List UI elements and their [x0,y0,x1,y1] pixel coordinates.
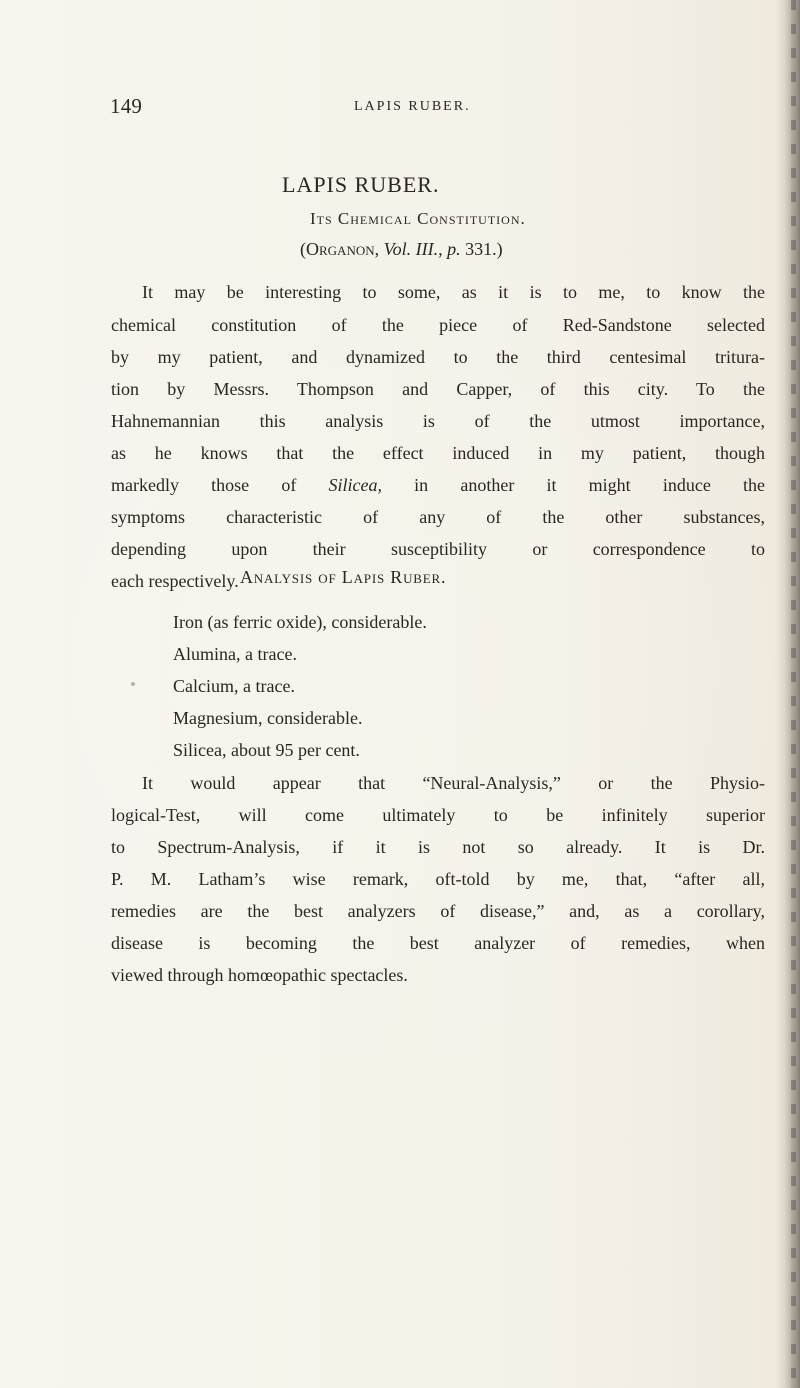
intro-line-9: depending upon their susceptibility or correspondence to [111,539,765,559]
source-prefix: (Organon, [300,239,384,259]
closing-line-6: disease is becoming the best analyzer of remedies, when [111,933,765,953]
article-subtitle: Its Chemical Constitution. [310,209,526,228]
closing-line-4: P. M. Latham’s wise remark, oft-told by me, that, “after all, [111,869,765,889]
analysis-item-alumina: Alumina, a trace. [173,644,297,664]
analysis-item-silicea: Silicea, about 95 per cent. [173,740,360,760]
analysis-item-iron: Iron (as ferric oxide), considerable. [173,612,427,632]
source-page: 331.) [460,239,503,259]
intro-line-8: symptoms characteristic of any of the other substances, [111,507,765,527]
closing-line-7: viewed through homœopathic spectacles. [111,965,408,985]
intro-line-10: each respectively. [111,571,239,591]
article-title: LAPIS RUBER. [282,172,440,197]
analysis-item-calcium: Calcium, a trace. [173,676,295,696]
source-volume: Vol. III., p. [383,239,461,259]
intro-line-6: as he knows that the effect induced in my patient, though [111,443,765,463]
intro-line-5: Hahnemannian this analysis is of the utmost importance, [111,411,765,431]
intro-line-3: by my patient, and dynamized to the third centesimal tritura- [111,347,765,367]
analysis-item-magnesium: Magnesium, considerable. [173,708,363,728]
analysis-heading: Analysis of Lapis Ruber. [240,567,447,587]
running-title: LAPIS RUBER. [354,99,471,114]
page-number: 149 [110,94,143,118]
paper-speck [131,682,135,686]
intro-line-2: chemical constitution of the piece of Red-Sandstone selected [111,315,765,335]
closing-line-5: remedies are the best analyzers of disease,” and, as a corollary, [111,901,765,921]
intro-line-4: tion by Messrs. Thompson and Capper, of this city. To the [111,379,765,399]
closing-line-1: It would appear that “Neural-Analysis,” or the Physio- [142,773,765,793]
source-citation [300,239,503,260]
page-edge-shadow [776,0,800,1388]
silicea-emphasis: Silicea, [328,475,382,495]
closing-line-3: to Spectrum-Analysis, if it is not so already. It is Dr. [111,837,765,857]
intro-line-7-after: in another it might induce the [381,475,765,495]
intro-line-1: It may be interesting to some, as it is to me, to know the [142,282,765,302]
intro-line-7 [111,473,765,497]
closing-line-2: logical-Test, will come ultimately to be infinitely superior [111,805,765,825]
intro-line-7-before: markedly those of [111,475,329,495]
